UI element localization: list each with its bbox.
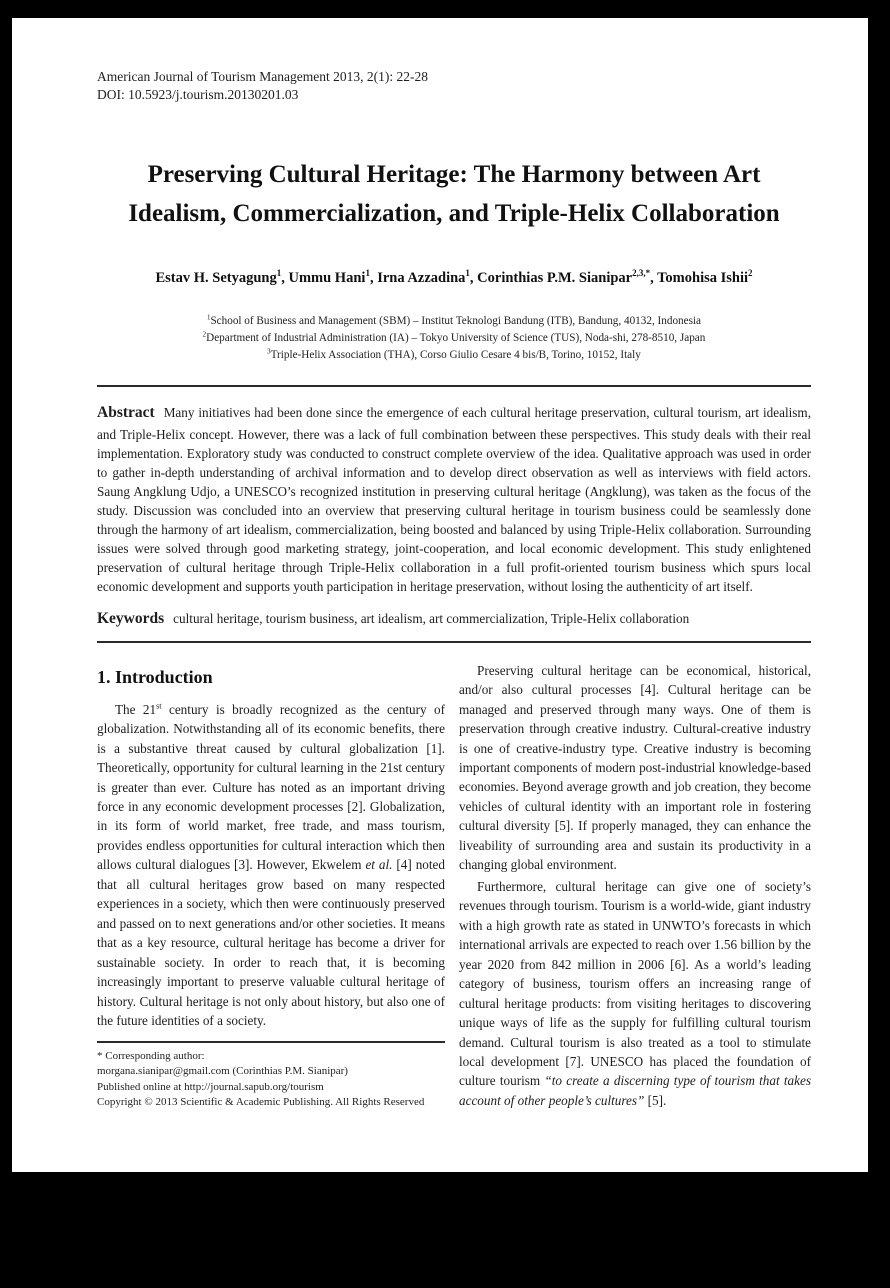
author-separator: , (281, 269, 289, 286)
abstract-label: Abstract (97, 404, 155, 422)
keywords-text: cultural heritage, tourism business, art idealism, art commercialization, Triple-Helix collaboration (173, 610, 690, 626)
introduction-paragraph (97, 700, 445, 1031)
journal-line: American Journal of Tourism Management 2013, 2(1): 22-28 (97, 69, 428, 84)
body-paragraph (459, 877, 811, 1111)
author-separator: , (650, 269, 658, 286)
authors-line (97, 270, 811, 287)
author-name: Ummu Hani (288, 269, 366, 286)
paragraph-text: century is broadly recognized as the century of globalization. Notwithstanding all of its economic benefits, there is a substantive threat caused by cultural globalization [1]. Theoretically, opportunity for cultural learning in the 21st century is greater than ever. Culture has noted as an important driving force in any economic development processes [2]. Globalization, in its form of world market, free trade, and mass tourism, provides endless opportunities for cultural interaction which then allows cultural dialogues [3]. However, Ekwelem (97, 701, 445, 873)
paragraph-text: [4] noted that all cultural heritages grow based on many respected experiences in a society, which then were continuously preserved and passed on to next generations and/or other societies. It means that as a key resource, cultural heritage has become a driver for sustainable society. In order to reach that, it is becoming increasingly important to preserve valuable cultural heritage of history. Cultural heritage is not only about history, but also one of the future identities of a society. (97, 857, 445, 1029)
author-superscript: 2,3,* (632, 268, 651, 279)
affiliations (97, 313, 811, 363)
author-superscript: 2 (748, 268, 753, 279)
footnote-divider (97, 1041, 445, 1043)
paper-page (12, 18, 868, 1172)
introduction-heading: 1. Introduction (97, 666, 213, 687)
body-paragraph: Preserving cultural heritage can be economical, historical, and/or also cultural processes [4]. Cultural heritage can be managed and preserved through many ways. One of them is preservation through creative industry. Cultural-creative industry is one of creative-industry type. Creative industry is becoming important components of modern post-industrial knowledge-based economies. Beyond average growth and job creation, they become vehicles of cultural identity with an important role in fostering cultural diversity [5]. If properly managed, they can enhance the liveability of surrounding area and sustain its productivity in a changing global environment. (459, 662, 811, 873)
section-divider-bottom (97, 641, 811, 643)
keywords-section (97, 610, 811, 628)
author-name: Estav H. Setyagung (155, 269, 277, 286)
affiliation-text: Department of Industrial Administration (IA) – Tokyo University of Science (TUS), Noda-shi, 278-8510, Japan (206, 331, 706, 344)
paragraph-text: Furthermore, cultural heritage can give one of society’s revenues through tourism. Tourism is a world-wide, giant industry with a high growth rate as stated in UNWTO’s forecasts in which international arrivals are expected to reach over 1.56 billion by the year 2020 from 842 million in 2006 [6]. As a world’s leading category of business, tourism offers an increasing range of cultural heritage products: from visiting heritages to discovering unique ways of life as the supply for fulfilling cultural tourism demand. Cultural tourism is also treated as a tool to stimulate local development [7]. UNESCO has placed the foundation of culture tourism (459, 878, 811, 1089)
corresponding-author-footnote (97, 1049, 445, 1111)
affiliation-text: School of Business and Management (SBM) – Institut Teknologi Bandung (ITB), Bandung, 40132, Indonesia (210, 314, 702, 327)
footnote-copyright: Copyright © 2013 Scientific & Academic Publishing. All Rights Reserved (97, 1096, 425, 1109)
author-separator: , (369, 269, 378, 286)
affiliation-text: Triple-Helix Association (THA), Corso Giulio Cesare 4 bis/B, Torino, 10152, Italy (270, 348, 641, 361)
author-name: Irna Azzadina (377, 269, 466, 286)
abstract-section (97, 402, 811, 595)
affiliation-superscript: 2 (202, 330, 207, 338)
ordinal-superscript: st (156, 701, 162, 711)
affiliation-superscript: 3 (267, 346, 271, 355)
two-column-body (97, 661, 811, 1111)
paragraph-text: The 21 (115, 701, 157, 717)
author-name: Tomohisa Ishii (657, 269, 749, 286)
author-name: Corinthias P.M. Sianipar (477, 269, 633, 286)
affiliation-line (97, 347, 811, 364)
affiliation-line (97, 313, 811, 330)
footnote-email: morgana.sianipar@gmail.com (Corinthias P.M. Sianipar) (97, 1065, 348, 1078)
footnote-line: * Corresponding author: (97, 1049, 205, 1062)
section-divider-top (97, 385, 811, 387)
abstract-text: Many initiatives had been done since the emergence of each cultural heritage preservation, cultural tourism, art idealism, and Triple-Helix concept. However, there was a lack of full combination between these perspectives. This study deals with their real implementation. Exploratory study was conducted to construct complete overview of the idea. Qualitative approach was used in order to gather in-depth understanding of archival information and to develop direct observation as well as interviews with field actors. Saung Angklung Udjo, a UNESCO’s recognized institution in preserving cultural heritage (Angklung), was taken as the focus of the study. Discussion was concluded into an overview that preserving cultural heritage in tourism business could be seamlessly done through the harmony of art idealism, commercialization, being boosted and balanced by using Triple-Helix collaboration. Surrounding issues were solved through good marketing strategy, joint-cooperation, and local economic development. This study enlightened preservation of cultural heritage through Triple-Helix collaboration in a full profit-oriented tourism business which spurs local economic development and supports youth participation in heritage preservation, without losing the authenticity of art itself. (97, 405, 811, 594)
journal-header (97, 68, 811, 104)
keywords-label: Keywords (97, 609, 165, 627)
left-column (97, 661, 445, 1111)
author-superscript: 1 (465, 268, 470, 279)
affiliation-superscript: 1 (206, 313, 211, 322)
author-superscript: 1 (276, 268, 282, 279)
paragraph-text: [5]. (644, 1092, 667, 1108)
footnote-url: Published online at http://journal.sapub.org/tourism (97, 1080, 324, 1093)
author-separator: , (469, 269, 478, 286)
affiliation-line (97, 330, 811, 347)
et-al-italic: et al. (365, 857, 393, 873)
unesco-quote-italic: “to create a discerning type of tourism that takes account of other people’s cultures” (459, 1073, 811, 1108)
paper-title: Preserving Cultural Heritage: The Harmony between Art Idealism, Commercialization, and Triple-Helix Collaboration (128, 161, 780, 228)
author-superscript: 1 (365, 268, 370, 279)
doi-line: DOI: 10.5923/j.tourism.20130201.03 (97, 87, 299, 103)
right-column (459, 661, 811, 1111)
